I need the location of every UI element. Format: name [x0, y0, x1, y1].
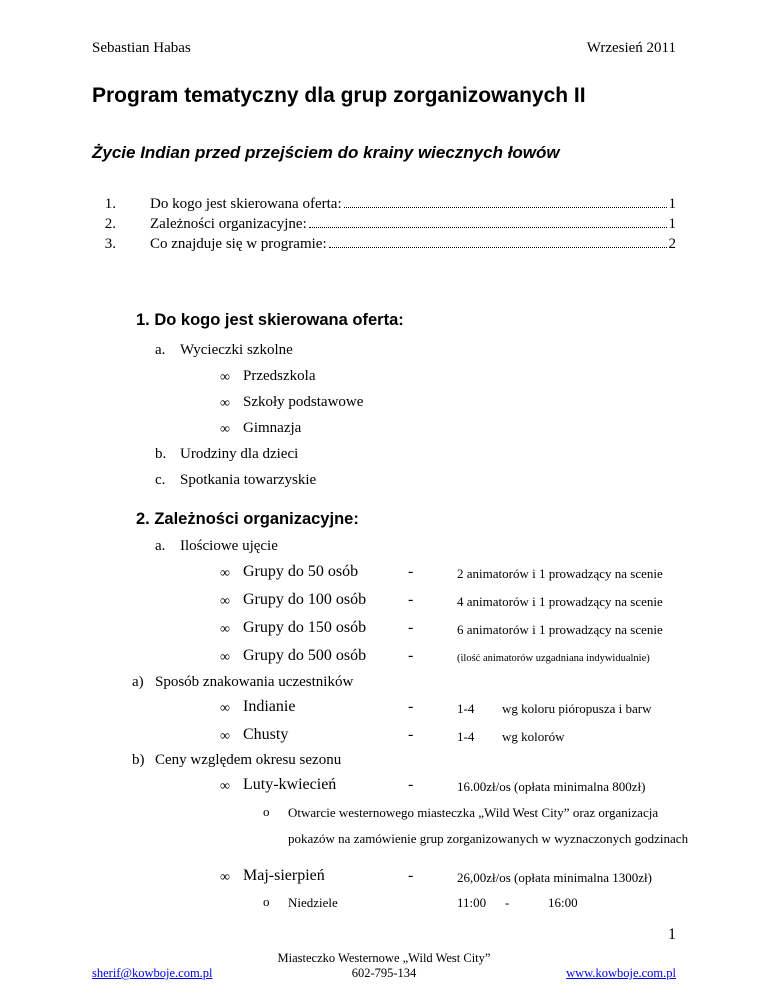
list-item: Gimnazja — [243, 420, 302, 436]
bullet-icon: ∞ — [220, 870, 230, 885]
toc-number: 1. — [104, 196, 116, 212]
email-link[interactable]: sherif@kowboje.com.pl — [92, 966, 213, 980]
list-label: a. — [155, 538, 166, 554]
list-item: Wycieczki szkolne — [180, 342, 293, 358]
schedule-day: Niedziele — [288, 895, 338, 910]
marking-dash: - — [408, 698, 414, 715]
group-name: Grupy do 150 osób — [243, 619, 367, 636]
group-info: 6 animatorów i 1 prowadzący na scenie — [457, 622, 663, 637]
group-name: Grupy do 100 osób — [243, 591, 367, 608]
marking-range: 1-4 — [457, 729, 475, 744]
marking-range: 1-4 — [457, 701, 475, 716]
toc-page: 1 — [668, 196, 676, 212]
schedule-time-from: 11:00 — [457, 895, 487, 910]
bullet-icon: ∞ — [220, 566, 230, 581]
group-dash: - — [408, 563, 414, 580]
section-2-heading: 2. Zależności organizacyjne: — [136, 510, 359, 528]
season-name: Maj-sierpień — [243, 867, 325, 884]
marking-dash: - — [408, 726, 414, 743]
list-item: Szkoły podstawowe — [243, 394, 364, 410]
bullet-icon: ∞ — [220, 594, 230, 609]
group-name: Grupy do 500 osób — [243, 647, 367, 664]
section-1-heading: 1. Do kogo jest skierowana oferta: — [136, 311, 404, 329]
marking-name: Indianie — [243, 698, 296, 715]
toc-label: Do kogo jest skierowana oferta: — [150, 196, 342, 212]
group-dash: - — [408, 619, 414, 636]
list-item: Ilościowe ujęcie — [180, 538, 278, 554]
footer-line-1: Miasteczko Westernowe „Wild West City” — [277, 951, 491, 965]
toc-page: 1 — [668, 216, 676, 232]
season-price: 16.00zł/os (opłata minimalna 800zł) — [457, 779, 646, 794]
marking-desc: wg kolorów — [502, 729, 565, 744]
document-title: Program tematyczny dla grup zorganizowanych II — [92, 84, 586, 107]
bullet-icon: ∞ — [220, 729, 230, 744]
list-item: Urodziny dla dzieci — [180, 446, 299, 462]
list-label: a. — [155, 342, 166, 358]
season-note-line-2: pokazów na zamówienie grup zorganizowanych w wyznaczonych godzinach — [288, 831, 689, 846]
bullet-icon: ∞ — [220, 622, 230, 637]
list-item: Przedszkola — [243, 368, 316, 384]
schedule-time-to: 16:00 — [548, 895, 578, 910]
toc-item[interactable] — [92, 216, 676, 236]
sub-bullet-icon: o — [263, 894, 270, 909]
group-info: 4 animatorów i 1 prowadzący na scenie — [457, 594, 663, 609]
season-price: 26,00zł/os (opłata minimalna 1300zł) — [457, 870, 652, 885]
season-dash: - — [408, 776, 414, 793]
group-dash: - — [408, 591, 414, 608]
page-number: 1 — [668, 926, 676, 943]
season-name: Luty-kwiecień — [243, 776, 337, 793]
toc-label: Zależności organizacyjne: — [150, 216, 307, 232]
sub-bullet-icon: o — [263, 804, 270, 819]
bullet-icon: ∞ — [220, 701, 230, 716]
season-dash: - — [408, 867, 414, 884]
toc-number: 2. — [104, 216, 116, 232]
toc-page: 2 — [668, 236, 676, 252]
list-label: c. — [155, 472, 166, 488]
group-info: 2 animatorów i 1 prowadzący na scenie — [457, 566, 663, 581]
list-label: b) — [132, 752, 145, 768]
toc-number: 3. — [104, 236, 116, 252]
toc-item[interactable] — [92, 196, 676, 216]
marking-desc: wg koloru pióropusza i barw — [502, 701, 652, 716]
bullet-icon: ∞ — [220, 650, 230, 665]
group-info: (ilość animatorów uzgadniana indywidualnie) — [457, 653, 650, 664]
bullet-icon: ∞ — [220, 422, 230, 437]
marking-name: Chusty — [243, 726, 289, 743]
group-name: Grupy do 50 osób — [243, 563, 359, 580]
website-link[interactable]: www.kowboje.com.pl — [566, 966, 676, 980]
footer-line-2: 602-795-134 — [351, 966, 417, 980]
season-note-line-1: Otwarcie westernowego miasteczka „Wild West City” oraz organizacja — [288, 805, 659, 820]
list-item: Ceny względem okresu sezonu — [155, 752, 342, 768]
bullet-icon: ∞ — [220, 396, 230, 411]
schedule-time-dash: - — [505, 895, 510, 910]
toc-label: Co znajduje się w programie: — [150, 236, 327, 252]
bullet-icon: ∞ — [220, 779, 230, 794]
list-item: Spotkania towarzyskie — [180, 472, 317, 488]
group-dash: - — [408, 647, 414, 664]
header-date: Wrzesień 2011 — [586, 40, 676, 56]
list-label: a) — [132, 674, 144, 690]
document-subtitle: Życie Indian przed przejściem do krainy wiecznych łowów — [92, 143, 560, 162]
header-author: Sebastian Habas — [92, 40, 191, 56]
list-item: Sposób znakowania uczestników — [155, 674, 354, 690]
list-label: b. — [155, 446, 167, 462]
bullet-icon: ∞ — [220, 370, 230, 385]
toc-item[interactable] — [92, 236, 676, 256]
